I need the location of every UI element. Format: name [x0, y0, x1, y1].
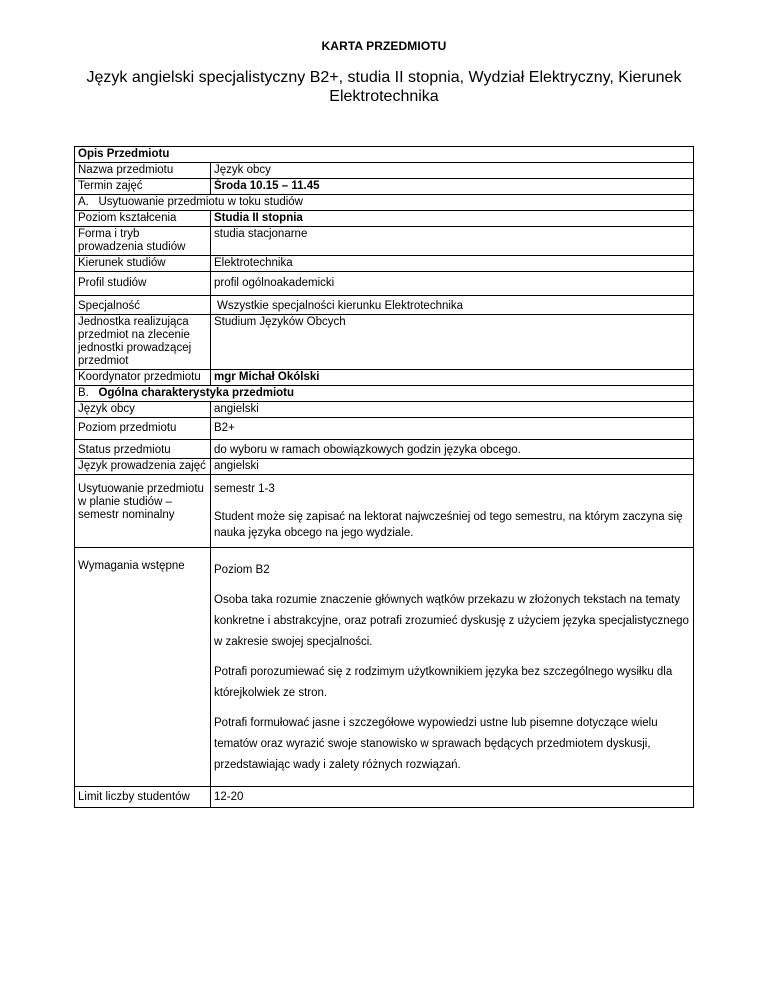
koordynator-value: mgr Michał Okólski: [211, 370, 694, 386]
wymagania-label: Wymagania wstępne: [75, 548, 211, 787]
kierunek-value: Elektrotechnika: [211, 256, 694, 272]
usytuowanie-note: Student może się zapisać na lektorat najwcześniej od tego semestru, na którym zaczyna się nauka języka obcego na jego wydziale.: [214, 511, 683, 539]
jezyk-prowadzenia-value: angielski: [211, 459, 694, 475]
poziom-ksztalcenia-label: Poziom kształcenia: [75, 211, 211, 227]
section-a-title: A. Usytuowanie przedmiotu w toku studiów: [75, 195, 694, 211]
course-card-table: [74, 146, 694, 808]
status-label: Status przedmiotu: [75, 440, 211, 459]
profil-value: profil ogólnoakademicki: [211, 272, 694, 296]
opis-header: Opis Przedmiotu: [75, 147, 694, 163]
poziom-przedmiotu-label: Poziom przedmiotu: [75, 418, 211, 440]
wymagania-paragraph-1: Osoba taka rozumie znaczenie głównych wątków przekazu w złożonych tekstach na tematy konkretne i abstrakcyjne, oraz potrafi zrozumieć dyskusję z użyciem języka specjalistycznego w zakresie swojej specjalności.: [214, 594, 689, 648]
section-b-prefix: B.: [78, 387, 99, 399]
jezyk-prowadzenia-label: Język prowadzenia zajęć: [75, 459, 211, 475]
usytuowanie-semestr: semestr 1-3: [214, 483, 275, 495]
jezyk-obcy-value: angielski: [211, 402, 694, 418]
usytuowanie-value: [211, 475, 694, 548]
wymagania-paragraph-2: Potrafi porozumiewać się z rodzimym użytkownikiem języka bez szczególnego wysiłku dla którejkolwiek ze stron.: [214, 666, 673, 699]
termin-value: Środa 10.15 – 11.45: [211, 179, 694, 195]
poziom-ksztalcenia-value: Studia II stopnia: [211, 211, 694, 227]
page-title: KARTA PRZEDMIOTU: [321, 39, 447, 53]
course-heading: Język angielski specjalistyczny B2+, studia II stopnia, Wydział Elektryczny, Kierunek Elektrotechnika: [86, 69, 682, 105]
forma-value: studia stacjonarne: [211, 227, 694, 256]
usytuowanie-label: Usytuowanie przedmiotu w planie studiów – semestr nominalny: [75, 475, 211, 548]
limit-value: 12-20: [211, 787, 694, 808]
specjalnosc-label: Specjalność: [75, 296, 211, 315]
jednostka-label: Jednostka realizująca przedmiot na zlecenie jednostki prowadzącej przedmiot: [75, 315, 211, 370]
profil-label: Profil studiów: [75, 272, 211, 296]
wymagania-paragraph-3: Potrafi formułować jasne i szczegółowe wypowiedzi ustne lub pisemne dotyczące wielu tematów oraz wyrazić swoje stanowisko w sprawach będących przedmiotem dyskusji, przedstawiając wady i zalety różnych rozwiązań.: [214, 717, 658, 771]
wymagania-value: [211, 548, 694, 787]
wymagania-level: Poziom B2: [214, 564, 270, 576]
section-b-title-text: Ogólna charakterystyka przedmiotu: [98, 387, 295, 399]
termin-label: Termin zajęć: [75, 179, 211, 195]
status-value: do wyboru w ramach obowiązkowych godzin języka obcego.: [211, 440, 694, 459]
jednostka-value: Studium Języków Obcych: [211, 315, 694, 370]
section-b-title: [75, 386, 694, 402]
nazwa-label: Nazwa przedmiotu: [75, 163, 211, 179]
specjalnosc-value: Wszystkie specjalności kierunku Elektrotechnika: [211, 296, 694, 315]
forma-label: Forma i tryb prowadzenia studiów: [75, 227, 211, 256]
poziom-przedmiotu-value: B2+: [211, 418, 694, 440]
jezyk-obcy-label: Język obcy: [75, 402, 211, 418]
nazwa-value: Język obcy: [211, 163, 694, 179]
kierunek-label: Kierunek studiów: [75, 256, 211, 272]
koordynator-label: Koordynator przedmiotu: [75, 370, 211, 386]
limit-label: Limit liczby studentów: [75, 787, 211, 808]
